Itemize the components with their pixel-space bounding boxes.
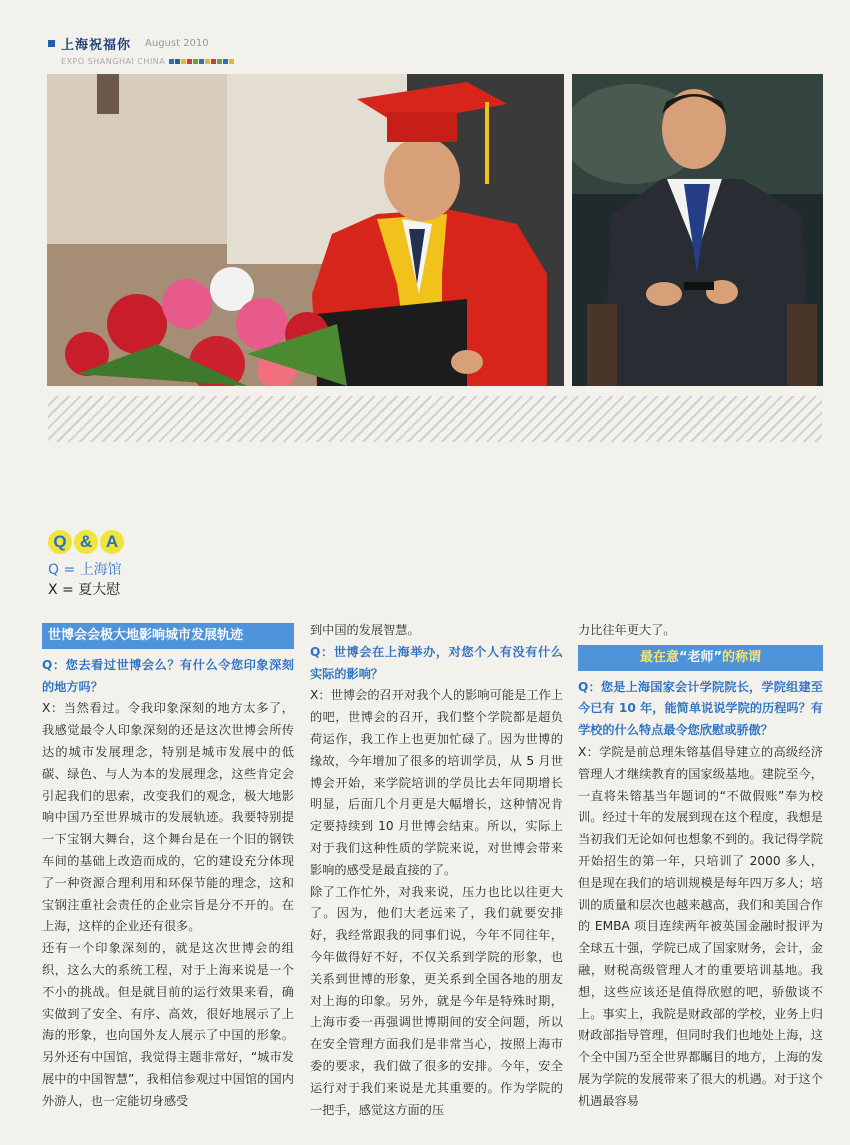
section-heading-2-pre: 最在意 bbox=[639, 649, 679, 665]
qa-badge-a: A bbox=[100, 530, 124, 554]
answer-2-paragraph-1: X：世博会的召开对我个人的影响可能是工作上的吧，世博会的召开，我们整个学院都是超负荷运作，我工作上也更加忙碌了。因为世博的缘故，今年增加了很多的培训学员，从 5 月世博会开始，来学院培训的学员比去年同期增长明显，后面几个月更是大幅增长，这种情况肯定要持续到 10 月世博会结束。所以，实际上对于我们这种性质的学院来说，对世博会带来影响的感受是最直接的了。 bbox=[310, 688, 563, 877]
answer-2-continued: 力比往年更大了。 bbox=[578, 623, 676, 637]
color-bar-square bbox=[187, 59, 192, 64]
section-heading-2-post: 的称谓 bbox=[722, 649, 762, 665]
photo-speaker-at-podium bbox=[47, 74, 564, 386]
color-bar-square bbox=[223, 59, 228, 64]
qa-badge bbox=[48, 530, 126, 554]
magazine-subtitle: EXPO SHANGHAI CHINA bbox=[61, 57, 166, 66]
section-heading-2 bbox=[578, 645, 823, 671]
answer-3-paragraph-1: X：学院是前总理朱镕基倡导建立的高级经济管理人才继续教育的国家级基地。建院至今，一直将朱镕基当年题词的“不做假账”奉为校训。经过十年的发展到现在这个程度，我想是当初我们无论如何也想象不到的。我记得学院开始招生的第一年，只培训了 2000 多人，但是现在我们的培训规模是每年四万多人；培训的质量和层次也越来越高，我们和美国合作的 EMBA 项目连续两年被英国金融时报评为全球五十强，学院已成了国家财务，会计，金融，财税高级管理人才的重要培训基地。我想，这些应该还是值得欣慰的吧，骄傲谈不上。事实上，我院是财政部的学校，业务上归财政部指导管理，但同时我们也地处上海，这个全中国乃至全世界都瞩目的地方，上海的发展为学院的发展带来了很大的机遇。对于这个机遇最容易 bbox=[578, 744, 823, 1108]
question-1: Q：您去看过世博会么？有什么令您印象深刻的地方吗？ bbox=[42, 657, 294, 694]
section-heading-2-word: “老师” bbox=[678, 649, 723, 665]
magazine-title: 上海祝福你 bbox=[61, 38, 132, 53]
color-bar-square bbox=[211, 59, 216, 64]
article-column-1 bbox=[42, 620, 294, 1113]
color-bar-square bbox=[217, 59, 222, 64]
answer-1-continued: 到中国的发展智慧。 bbox=[310, 623, 420, 637]
issue-date: August 2010 bbox=[145, 38, 209, 49]
color-bar-square bbox=[199, 59, 204, 64]
photo-man-seated bbox=[572, 74, 823, 386]
article-column-2 bbox=[310, 620, 563, 1121]
article-column-3 bbox=[578, 620, 823, 1113]
question-2: Q：世博会在上海举办，对您个人有没有什么实际的影响？ bbox=[310, 644, 563, 681]
color-bar-square bbox=[229, 59, 234, 64]
answer-2-paragraph-2: 除了工作忙外，对我来说，压力也比以往更大了。因为，他们大老远来了，我们就要安排好，我经常跟我的同事们说，今年不同往年，今年做得好不好，不仅关系到学院的形象，也关系到世博的形象，更关系到全国各地的朋友对上海的印象。另外，就是今年是特殊时期，上海市委一再强调世博期间的安全问题，所以在安全管理方面我们是非常当心，按照上海市委的要求，我们做了很多的安排。今年，安全运行对于我们来说是尤其重要的。作为学院的一把手，感觉这方面的压 bbox=[310, 884, 563, 1117]
question-3: Q：您是上海国家会计学院院长，学院组建至今已有 10 年，能简单说说学院的历程吗？有学校的什么特点最令您欣慰或骄傲？ bbox=[578, 679, 823, 738]
answer-1-paragraph-1: X：当然看过。令我印象深刻的地方太多了，我感觉最令人印象深刻的还是这次世博会所传达的城市发展理念，特别是城市发展中的低碳、绿色、与人为本的发展理念，这些肯定会引起我们的思索，改变我们的观念，极大地影响中国乃至世界城市的发展轨迹。我要特别提一下宝钢大舞台，这个舞台是在一个旧的钢铁车间的基础上改造而成的，它的建设充分体现了一种资源合理利用和环保节能的理念，这和宝钢注重社会责任的企业宗旨是分不开的。在上海，这样的企业还有很多。 bbox=[42, 701, 294, 934]
color-bar-square bbox=[181, 59, 186, 64]
header-square-mark bbox=[48, 40, 55, 47]
color-bar-square bbox=[169, 59, 174, 64]
qa-badge-q: Q bbox=[48, 530, 72, 554]
page-header bbox=[48, 34, 235, 66]
q-legend: Q = 上海馆 bbox=[48, 562, 122, 578]
section-heading-1: 世博会会极大地影响城市发展轨迹 bbox=[42, 623, 294, 649]
color-bar-square bbox=[205, 59, 210, 64]
answer-1-paragraph-2: 还有一个印象深刻的，就是这次世博会的组织，这么大的系统工程，对于上海来说是一个不小的挑战。但是就目前的运行效果来看，确实做到了安全、有序、高效，很好地展示了上海的形象，也向国外友人展示了中国的形象。另外还有中国馆，我觉得主题非常好，“城市发展中的中国智慧”，我相信参观过中国馆的国内外游人，也一定能切身感受 bbox=[42, 941, 294, 1108]
color-bar-square bbox=[175, 59, 180, 64]
color-bar-square bbox=[193, 59, 198, 64]
decorative-stripe-band bbox=[48, 396, 822, 442]
qa-legend bbox=[48, 560, 122, 600]
qa-badge-amp: & bbox=[74, 530, 98, 554]
x-legend: X = 夏大慰 bbox=[48, 582, 121, 598]
header-color-bar bbox=[169, 59, 235, 64]
